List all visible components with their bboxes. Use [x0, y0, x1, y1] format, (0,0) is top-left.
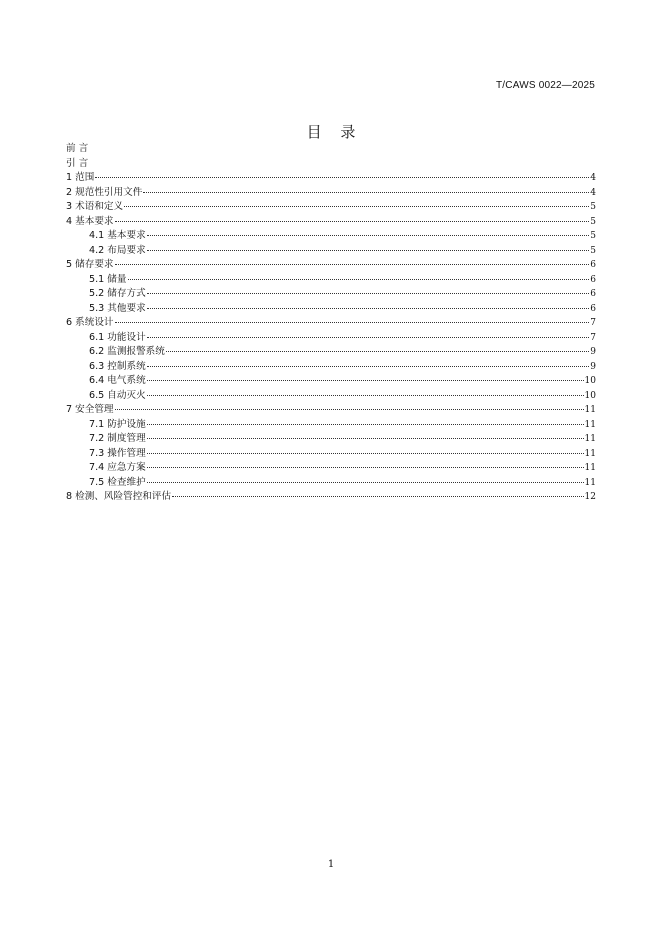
toc-entry-page: 11 [584, 463, 596, 473]
toc-entry[interactable] [66, 416, 596, 431]
toc-entry-label: 1 范围 [66, 172, 95, 183]
toc-entry[interactable] [66, 445, 596, 460]
toc-entry-page: 9 [590, 361, 596, 372]
toc-entry-page: 11 [584, 448, 596, 459]
toc-entry[interactable] [66, 140, 596, 155]
toc-entry-label: 前 言 [66, 143, 89, 154]
toc-entry-label: 6 系统设计 [66, 317, 114, 328]
toc-entry[interactable] [66, 285, 596, 300]
toc-entry[interactable] [66, 430, 596, 445]
toc-entry[interactable] [66, 372, 596, 387]
toc-leader-dots [147, 235, 590, 236]
toc-entry[interactable] [66, 358, 596, 373]
toc-entry[interactable] [66, 184, 596, 199]
toc-entry-page: 6 [590, 274, 596, 285]
toc-entry-label: 7.2 制度管理 [89, 433, 146, 444]
toc-entry[interactable] [66, 169, 596, 184]
toc-entry-page: 11 [584, 419, 596, 430]
toc-leader-dots [147, 424, 584, 425]
toc-leader-dots [147, 293, 590, 294]
toc-leader-dots [128, 279, 590, 280]
toc-entry-page: 9 [590, 347, 596, 357]
toc-entry-page: 11 [584, 477, 596, 488]
toc-entry-label: 4.2 布局要求 [89, 244, 146, 256]
toc-entry[interactable] [66, 387, 596, 402]
document-code: T/CAWS 0022—2025 [496, 80, 595, 91]
toc-entry-label: 4.1 基本要求 [89, 230, 146, 241]
toc-entry-label: 6.2 监测报警系统 [89, 346, 165, 357]
toc-entry-label: 3 术语和定义 [66, 201, 124, 212]
toc-leader-dots [147, 250, 590, 251]
toc-entry-page: 11 [584, 434, 596, 444]
toc-leader-dots [124, 206, 589, 207]
toc-entry[interactable] [66, 227, 596, 242]
toc-entry[interactable] [66, 198, 596, 213]
toc-leader-dots [147, 467, 584, 468]
toc-leader-dots [147, 366, 590, 367]
toc-entry-page: 5 [590, 202, 596, 212]
toc-title: 目 录 [306, 123, 356, 141]
toc-leader-dots [147, 337, 590, 338]
toc-leader-dots [172, 496, 583, 497]
toc-entry[interactable] [66, 401, 596, 416]
toc-entry-label: 6.1 功能设计 [89, 331, 146, 343]
toc-entry-page: 5 [590, 245, 596, 256]
toc-leader-dots [147, 395, 584, 396]
toc-entry[interactable] [66, 213, 596, 228]
toc-entry-page: 4 [590, 173, 596, 183]
toc-entry-label: 7.1 防护设施 [89, 418, 146, 430]
toc-entry-label: 5.1 储量 [89, 273, 127, 285]
toc-entry-label: 7.4 应急方案 [89, 462, 146, 473]
toc-entry-page: 5 [590, 216, 596, 227]
toc-leader-dots [166, 351, 589, 352]
toc-leader-dots [115, 221, 590, 222]
toc-entry-label: 6.4 电气系统 [89, 375, 146, 386]
toc-entry-label: 6.3 控制系统 [89, 360, 146, 372]
toc-entry[interactable] [66, 343, 596, 358]
toc-entry-label: 7 安全管理 [66, 404, 114, 415]
toc-entry[interactable] [66, 256, 596, 271]
toc-entry-label: 6.5 自动灭火 [89, 389, 146, 401]
toc-entry-label: 7.5 检查维护 [89, 476, 146, 488]
toc-leader-dots [147, 308, 590, 309]
toc-entry-label: 4 基本要求 [66, 215, 114, 227]
toc-leader-dots [115, 264, 590, 265]
toc-entry[interactable] [66, 155, 596, 170]
toc-entry[interactable] [66, 271, 596, 286]
toc-leader-dots [115, 322, 590, 323]
toc-entry-label: 7.3 操作管理 [89, 447, 146, 459]
toc-entry-label: 引 言 [66, 157, 89, 169]
table-of-contents [66, 140, 596, 503]
toc-entry-page: 6 [590, 303, 596, 314]
toc-entry[interactable] [66, 329, 596, 344]
toc-entry[interactable] [66, 242, 596, 257]
toc-leader-dots [95, 177, 589, 178]
toc-entry-label: 2 规范性引用文件 [66, 186, 143, 198]
toc-entry[interactable] [66, 300, 596, 315]
toc-entry-label: 5.2 储存方式 [89, 288, 146, 299]
toc-entry-page: 4 [590, 187, 596, 198]
toc-entry[interactable] [66, 314, 596, 329]
toc-entry[interactable] [66, 488, 596, 503]
toc-entry-page: 10 [584, 390, 596, 401]
toc-entry-page: 12 [584, 492, 596, 502]
toc-entry-page: 5 [590, 231, 596, 241]
toc-leader-dots [147, 453, 584, 454]
toc-leader-dots [143, 192, 589, 193]
toc-entry-page: 6 [590, 289, 596, 299]
toc-leader-dots [147, 438, 584, 439]
toc-entry-label: 5 储存要求 [66, 259, 114, 270]
toc-entry-page: 6 [590, 260, 596, 270]
toc-entry-label: 5.3 其他要求 [89, 302, 146, 314]
page-number: 1 [327, 859, 335, 870]
toc-entry-page: 7 [590, 318, 596, 328]
toc-entry-page: 11 [584, 405, 596, 415]
toc-entry-label: 8 检测、风险管控和评估 [66, 491, 172, 502]
toc-entry-page: 10 [584, 376, 596, 386]
toc-leader-dots [147, 380, 584, 381]
toc-entry[interactable] [66, 474, 596, 489]
toc-entry[interactable] [66, 459, 596, 474]
toc-leader-dots [147, 482, 584, 483]
toc-entry-page: 7 [590, 332, 596, 343]
toc-leader-dots [115, 409, 584, 410]
